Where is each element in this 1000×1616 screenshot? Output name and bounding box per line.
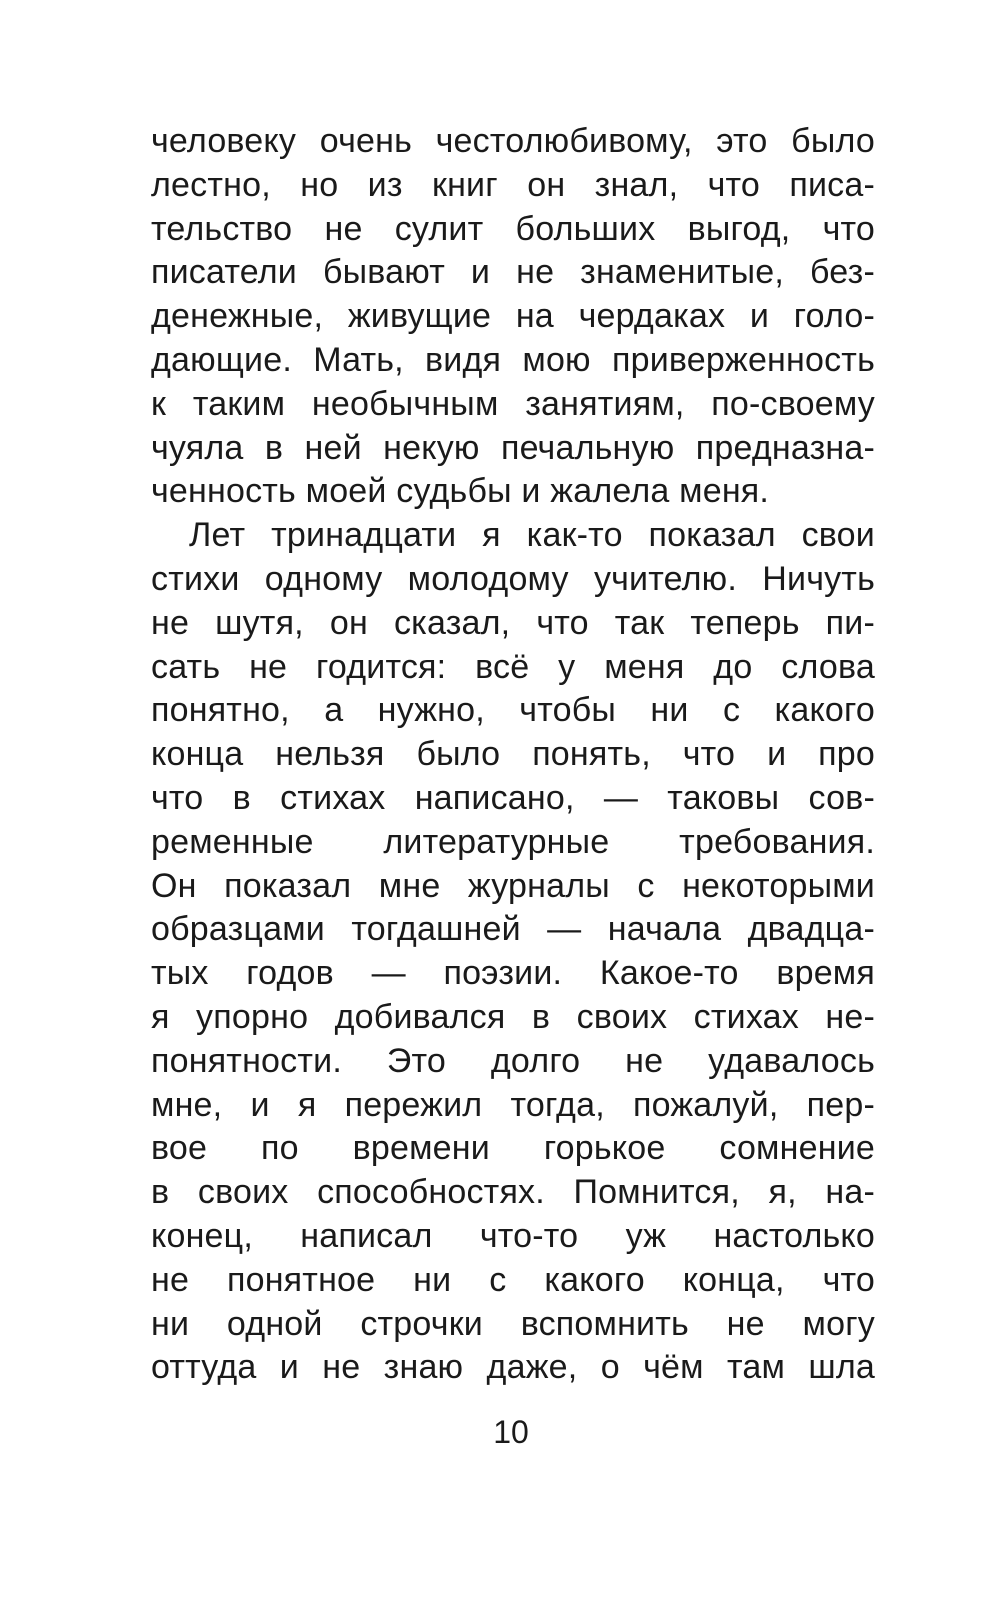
text-line: лестно, но из книг он знал, что писа- [151, 165, 875, 204]
text-line: вое по времени горькое сомнение [151, 1129, 875, 1168]
text-line: ченность моей судьбы и жалела меня. [151, 472, 770, 511]
text-line: что в стихах написано, — таковы сов- [151, 778, 875, 817]
text-line: тельство не сулит больших выгод, что [151, 209, 875, 248]
text-line: сать не годится: всё у меня до слова [151, 647, 875, 686]
text-line: конец, написал что-то уж настолько [151, 1216, 875, 1255]
text-line: стихи одному молодому учителю. Ничуть [151, 559, 875, 598]
text-line: денежные, живущие на чердаках и голо- [151, 297, 875, 336]
text-line: чуяла в ней некую печальную предназна- [151, 428, 875, 467]
text-line: ни одной строчки вспомнить не могу [151, 1304, 875, 1343]
text-line: ременные литературные требования. [151, 822, 875, 861]
page-number: 10 [493, 1414, 529, 1450]
text-line: оттуда и не знаю даже, о чём там шла [151, 1348, 875, 1387]
text-line: понятно, а нужно, чтобы ни с какого [151, 691, 875, 730]
text-line: понятности. Это долго не удавалось [151, 1041, 875, 1080]
text-line: тых годов — поэзии. Какое-то время [151, 954, 875, 993]
text-line: я упорно добивался в своих стихах не- [151, 997, 875, 1036]
text-line: мне, и я пережил тогда, пожалуй, пер- [151, 1085, 875, 1124]
text-line: дающие. Мать, видя мою приверженность [151, 340, 875, 379]
body-text [151, 120, 875, 1390]
text-line: человеку очень честолюбивому, это было [151, 122, 875, 160]
text-line: не понятное ни с какого конца, что [151, 1260, 875, 1299]
text-line: к таким необычным занятиям, по-своему [151, 384, 875, 423]
text-line: Лет тринадцати я как-то показал свои [189, 516, 875, 555]
text-line: образцами тогдашней — начала двадца- [151, 910, 875, 949]
text-line: Он показал мне журналы с некоторыми [151, 866, 875, 905]
text-line: не шутя, он сказал, что так теперь пи- [151, 603, 875, 642]
text-line: конца нельзя было понять, что и про [151, 735, 875, 774]
text-line: писатели бывают и не знаменитые, без- [151, 253, 875, 292]
text-line: в своих способностях. Помнится, я, на- [151, 1173, 875, 1212]
